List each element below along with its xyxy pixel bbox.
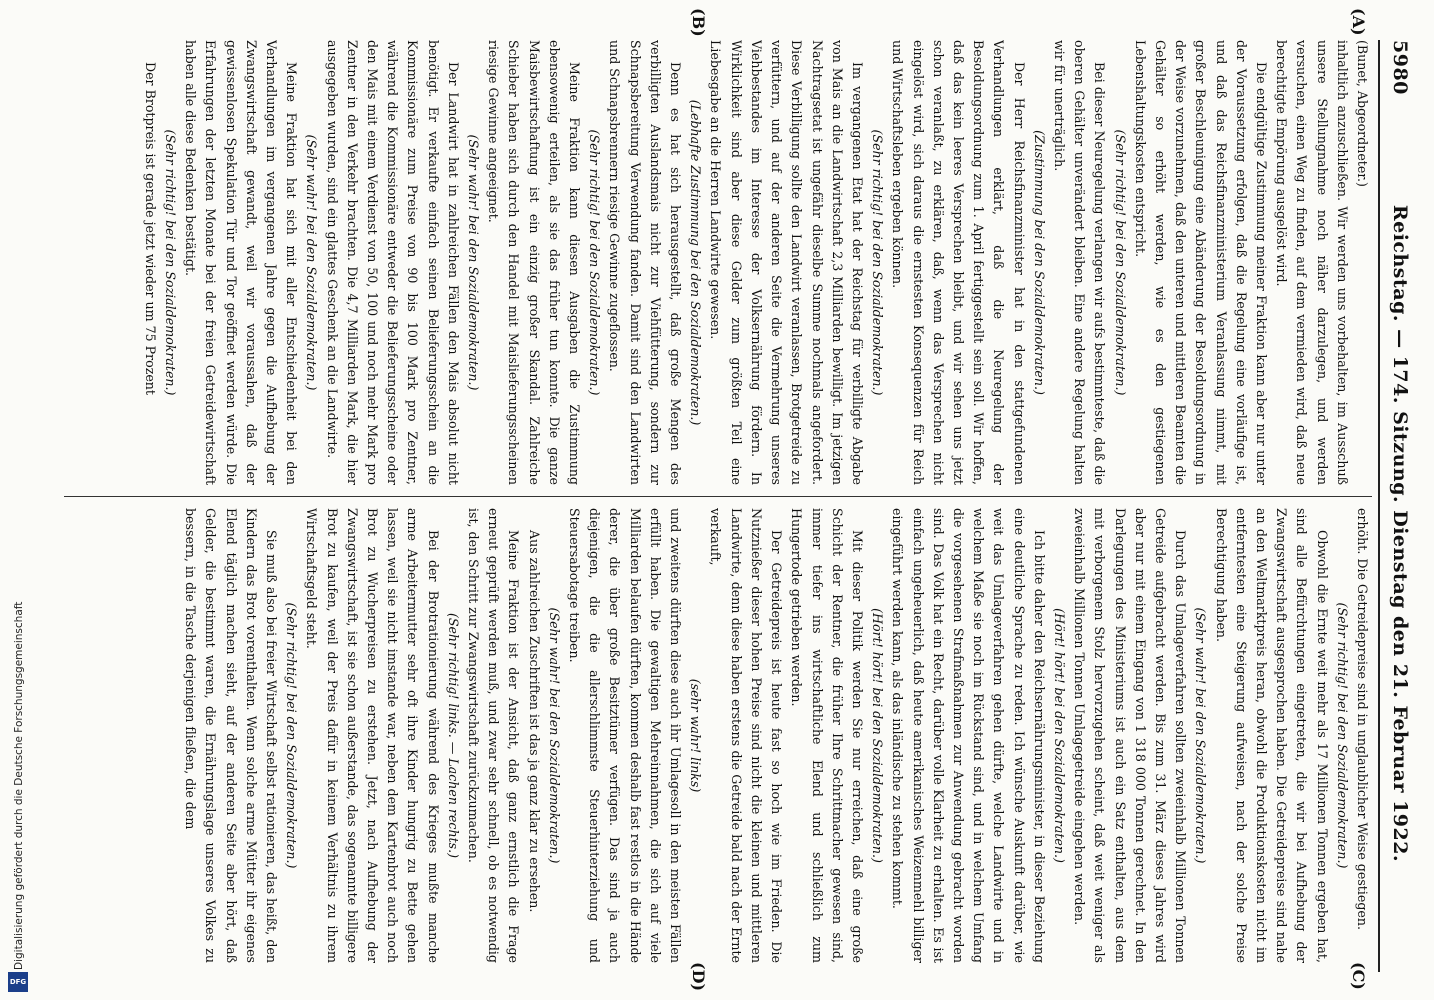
interjection: (Sehr richtig! links. — Lachen rechts.) [445, 612, 461, 859]
interjection: (Sehr richtig! bei den Sozialdemokraten.) [587, 129, 603, 396]
paragraph: Durch das Umlageverfahren sollten zweieinhalb Millionen Tonnen Getreide aufgebracht werden. Bis zum 31. März dieses Jahres wird aber nur mit einem Eingang von 1 318 000 Tonnen gerechnet. In den Darlegungen des Ministeriums ist auch ein Satz enthalten, aus dem mit verborgenem Stolz hervorzugehen scheint, daß weit weniger als zweieinhalb Millionen Tonnen Umlagegetreide eingehen werden. [1072, 508, 1189, 963]
margin-mark-d: (D) [689, 962, 708, 992]
interjection: (Sehr wahr! bei den Sozialdemokraten.) [546, 607, 562, 864]
interjection: (Lebhafte Zustimmung bei den Sozialdemokraten.) [688, 99, 704, 426]
digitization-credit [4, 0, 34, 1000]
column-divider [64, 496, 1372, 497]
header-title: Reichstag. — 174. Sitzung. Dienstag den 21. Februar 1922. [1389, 204, 1411, 863]
paragraph: (Bunet, Abgeordneter.) [1355, 40, 1370, 187]
paragraph: Bei dieser Neuregelung verlangen wir aufs bestimmteste, daß die oberen Gehälter unverändert bleiben. Eine andere Regelung halten wir für unerträglich. [1051, 40, 1108, 485]
interjection: (Sehr richtig! bei den Sozialdemokraten.) [1334, 602, 1350, 869]
interjection: (Hört! hört! bei den Sozialdemokraten.) [870, 608, 886, 863]
interjection: (Sehr richtig! bei den Sozialdemokraten.) [870, 129, 886, 396]
running-header [1378, 40, 1420, 972]
paragraph: Obwohl die Ernte weit mehr als 17 Millionen Tonnen ergeben hat, sind alle Befürchtungen eingetreten, die wir bei Aufhebung der Zwangswirtschaft ausgesprochen haben. Die Getreidepreise sind nahe an den Weltmarktpreis heran, obwohl die Produktionskosten nicht im entferntesten eine Steigerung aufweisen, nach der solche Preise Berechtigung haben. [1213, 508, 1330, 963]
interjection: (Zustimmung bei den Sozialdemokraten.) [1031, 130, 1047, 395]
paragraph: Der Herr Reichsfinanzminister hat in den stattgefundenen Verhandlungen erklärt, daß die Neuregelung der Besoldungsordnung zum 1. April fertiggestellt sein soll. Wir hoffen, daß das kein leeres Versprechen bleibt, und wir sehen uns jetzt schon veranlaßt, zu erklären, daß, wenn das Versprechen nicht eingelöst wird, sich daraus die ernstesten Konsequenzen für Reich und Wirtschaftsleben ergeben können. [890, 40, 1027, 485]
interjection: (Hört! hört! bei den Sozialdemokraten.) [1051, 608, 1067, 863]
margin-mark-c: (C) [1349, 962, 1368, 990]
paragraph: Mit dieser Politik werden Sie nur erreichen, daß eine große Schicht der Rentner, die früher Ihre Schrittmacher gewesen sind, immer tiefer ins wirtschaftliche Elend und schließlich zum Hungertode getrieben werden. [789, 508, 865, 963]
printed-page [56, 0, 1428, 992]
interjection: (sehr wahr! links) [688, 678, 704, 793]
interjection: (Sehr richtig! bei den Sozialdemokraten.) [284, 602, 300, 869]
paragraph: Im vergangenen Etat hat der Reichstag für verbilligte Abgabe von Mais an die Landwirtschaft 2,3 Milliarden bewilligt. Im jetzigen Nachtragsetat ist ungefähr dieselbe Summe nochmals angefordert. Diese Verbilligung sollte den Landwirt veranlassen, Brotgetreide zu verfüttern, und auf der anderen Seite die Vermehrung unseres Viehbestandes im Interesse der Volksernährung fördern. In Wirklichkeit sind aber diese Gelder zum größten Teil eine Liebesgabe an die Herren Landwirte gewesen. [708, 40, 865, 485]
paragraph: Der Brotpreis ist gerade jetzt wieder um 75 Prozent [142, 62, 158, 395]
paragraph: Ich bitte daher den Reichsernährungsminister, in dieser Beziehung eine deutliche Sprache zu reden. Ich wünsche Auskunft darüber, wie weit das Umlageverfahren gehen dürfte, welche Landwirte und in welchem Maße sie noch im Rückstand sind, und in welchem Umfang die vorgesehenen Strafmaßnahmen zur Anwendung gebracht worden sind. Das Volk hat ein Recht, darüber volle Klarheit zu erhalten. Es ist einfach ungeheuerlich, daß heute amerikanisches Weizenmehl billiger eingeführt werden kann, als das inländische zu stehen kommt. [890, 508, 1047, 963]
paragraph: erhöht. Die Getreidepreise sind in unglaublicher Weise gestiegen. [1355, 508, 1370, 930]
margin-mark-a: (A) [1349, 8, 1368, 36]
interjection: (Sehr richtig! bei den Sozialdemokraten.) [1112, 129, 1128, 396]
paragraph: Sie muß also bei freier Wirtschaft selbst rationieren, das heißt, den Kindern das Brot vorenthalten. Wenn solche arme Mütter ihr eigenes Elend täglich machen sieht, auf der anderen Seite aber hört, daß Gelder, die bestimmt waren, die Ernährungslage unseres Volkes zu bessern, in die Tasche derjenigen fließen, die dem [183, 508, 280, 963]
paragraph: Die endgültige Zustimmung meiner Fraktion kann aber nur unter der Voraussetzung erfolgen, daß die Regelung eine vorläufige ist, und daß das Reichsfinanzministerium Veranlassung nimmt, mit großer Beschleunigung eine Abänderung der Besoldungsordnung in der Weise vorzunehmen, daß den unteren und mittleren Beamten die Gehälter so erhöht werden, wie es den gestiegenen Lebenshaltungskosten entspricht. [1132, 40, 1269, 485]
paragraph: Denn es hat sich herausgestellt, daß große Mengen des verbilligten Auslandsmais nicht zur Viehfütterung, sondern zur Schnapsbereitung Verwendung fanden. Damit sind den Landwirten und Schnapsbrennern riesige Gewinne zugeflossen. [607, 40, 684, 485]
paragraph: und zweitens dürften diese auch ihr Umlagesoll in den meisten Fällen erfüllt haben. Die gewaltigen Mehreinnahmen, die sich auf viele Milliarden belaufen dürften, kommen deshalb fast restlos in die Hände derer, die über große Besitztümer verfügen. Das sind ja auch diejenigen, die die allerschlimmste Steuerhinterziehung und Steuersabotage treiben. [567, 508, 684, 963]
paragraph: Der Getreidepreis ist heute fast so hoch wie im Frieden. Die Nutznießer dieser hohen Preise sind nicht die kleinen und mittleren Landwirte, denn diese haben erstens die Getreide bald nach der Ernte verkauft, [708, 508, 785, 963]
paragraph: inhaltlich anzuschließen. Wir werden uns vorbehalten, im Ausschuß unsere Stellungnahme noch näher darzulegen, und werden versuchen, einen Weg zu finden, auf dem vermieden wird, daß neue berechtigte Empörung ausgelöst wird. [1274, 40, 1350, 485]
margin-mark-b: (B) [689, 8, 708, 37]
credit-text: Digitalisierung gefördert durch die Deutsche Forschungsgemeinschaft [13, 601, 25, 970]
dfg-logo: DFG [8, 972, 28, 992]
interjection: (Sehr wahr! bei den Sozialdemokraten.) [1193, 607, 1209, 864]
left-column [64, 40, 1372, 485]
page-number: 5980 [1389, 40, 1411, 95]
rotated-sheet [56, 0, 1428, 1000]
paragraph: Aus zahlreichen Zuschriften ist das ja ganz klar zu ersehen. [526, 530, 542, 913]
interjection: (Sehr wahr! bei den Sozialdemokraten.) [466, 134, 482, 391]
interjection: (Sehr wahr! bei den Sozialdemokraten.) [304, 134, 320, 391]
paragraph: Meine Fraktion kann diesen Ausgaben die Zustimmung ebensowenig erteilen, als sie das früher tun konnte. Die ganze Maisbewirtschaftung ist ein einzig großer Skandal. Zahlreiche Schieber haben sich durch den Handel mit Maislieferungsscheinen riesige Gewinne angeeignet. [486, 40, 583, 485]
right-column [64, 508, 1372, 963]
paragraph: Der Landwirt hat in zahlreichen Fällen den Mais absolut nicht benötigt. Er verkaufte einfach seinen Belieferungsschein an die Kommissionäre zum Preise von 90 bis 100 Mark pro Zentner, während die Kommissionäre entweder die Belieferungsscheine oder den Mais mit einem Verdienst von 50, 100 und noch mehr Mark pro Zentner in den Verkehr brachten. Die 4,7 Milliarden Mark, die hier ausgegeben wurden, sind ein glattes Geschenk an die Landwirte. [324, 40, 461, 485]
interjection: (Sehr richtig! bei den Sozialdemokraten.) [163, 129, 179, 396]
paragraph: Bei der Brotrationierung während des Krieges mußte manche arme Arbeitermutter sehr oft ihre Kinder hungrig zu Bette gehen lassen, weil sie nicht imstande war, neben dem Kartenbrot auch noch Brot zu Wucherpreisen zu erstehen. Jetzt, nach Aufhebung der Zwangswirtschaft, ist sie schon außerstande, das sogenannte billigere Brot zu kaufen, weil der Preis dafür in keinem Verhältnis zu ihrem Wirtschaftsgeld steht. [304, 508, 441, 963]
paragraph: Meine Fraktion ist der Ansicht, daß ganz ernstlich die Frage erneut geprüft werden muß, und zwar sehr schnell, ob es notwendig ist, den Schritt zur Zwangswirtschaft zurückzumachen. [466, 508, 522, 963]
paragraph: Meine Fraktion hat sich mit aller Entschiedenheit bei den Verhandlungen im vergangenen Jahre gegen die Aufhebung der Zwangswirtschaft gewandt, weil wir voraussahen, daß der gewissenlosen Spekulation Tür und Tor geöffnet werden würde. Die Erfahrungen der letzten Monate bei der freien Getreidewirtschaft haben alle diese Bedenken bestätigt. [183, 40, 300, 485]
